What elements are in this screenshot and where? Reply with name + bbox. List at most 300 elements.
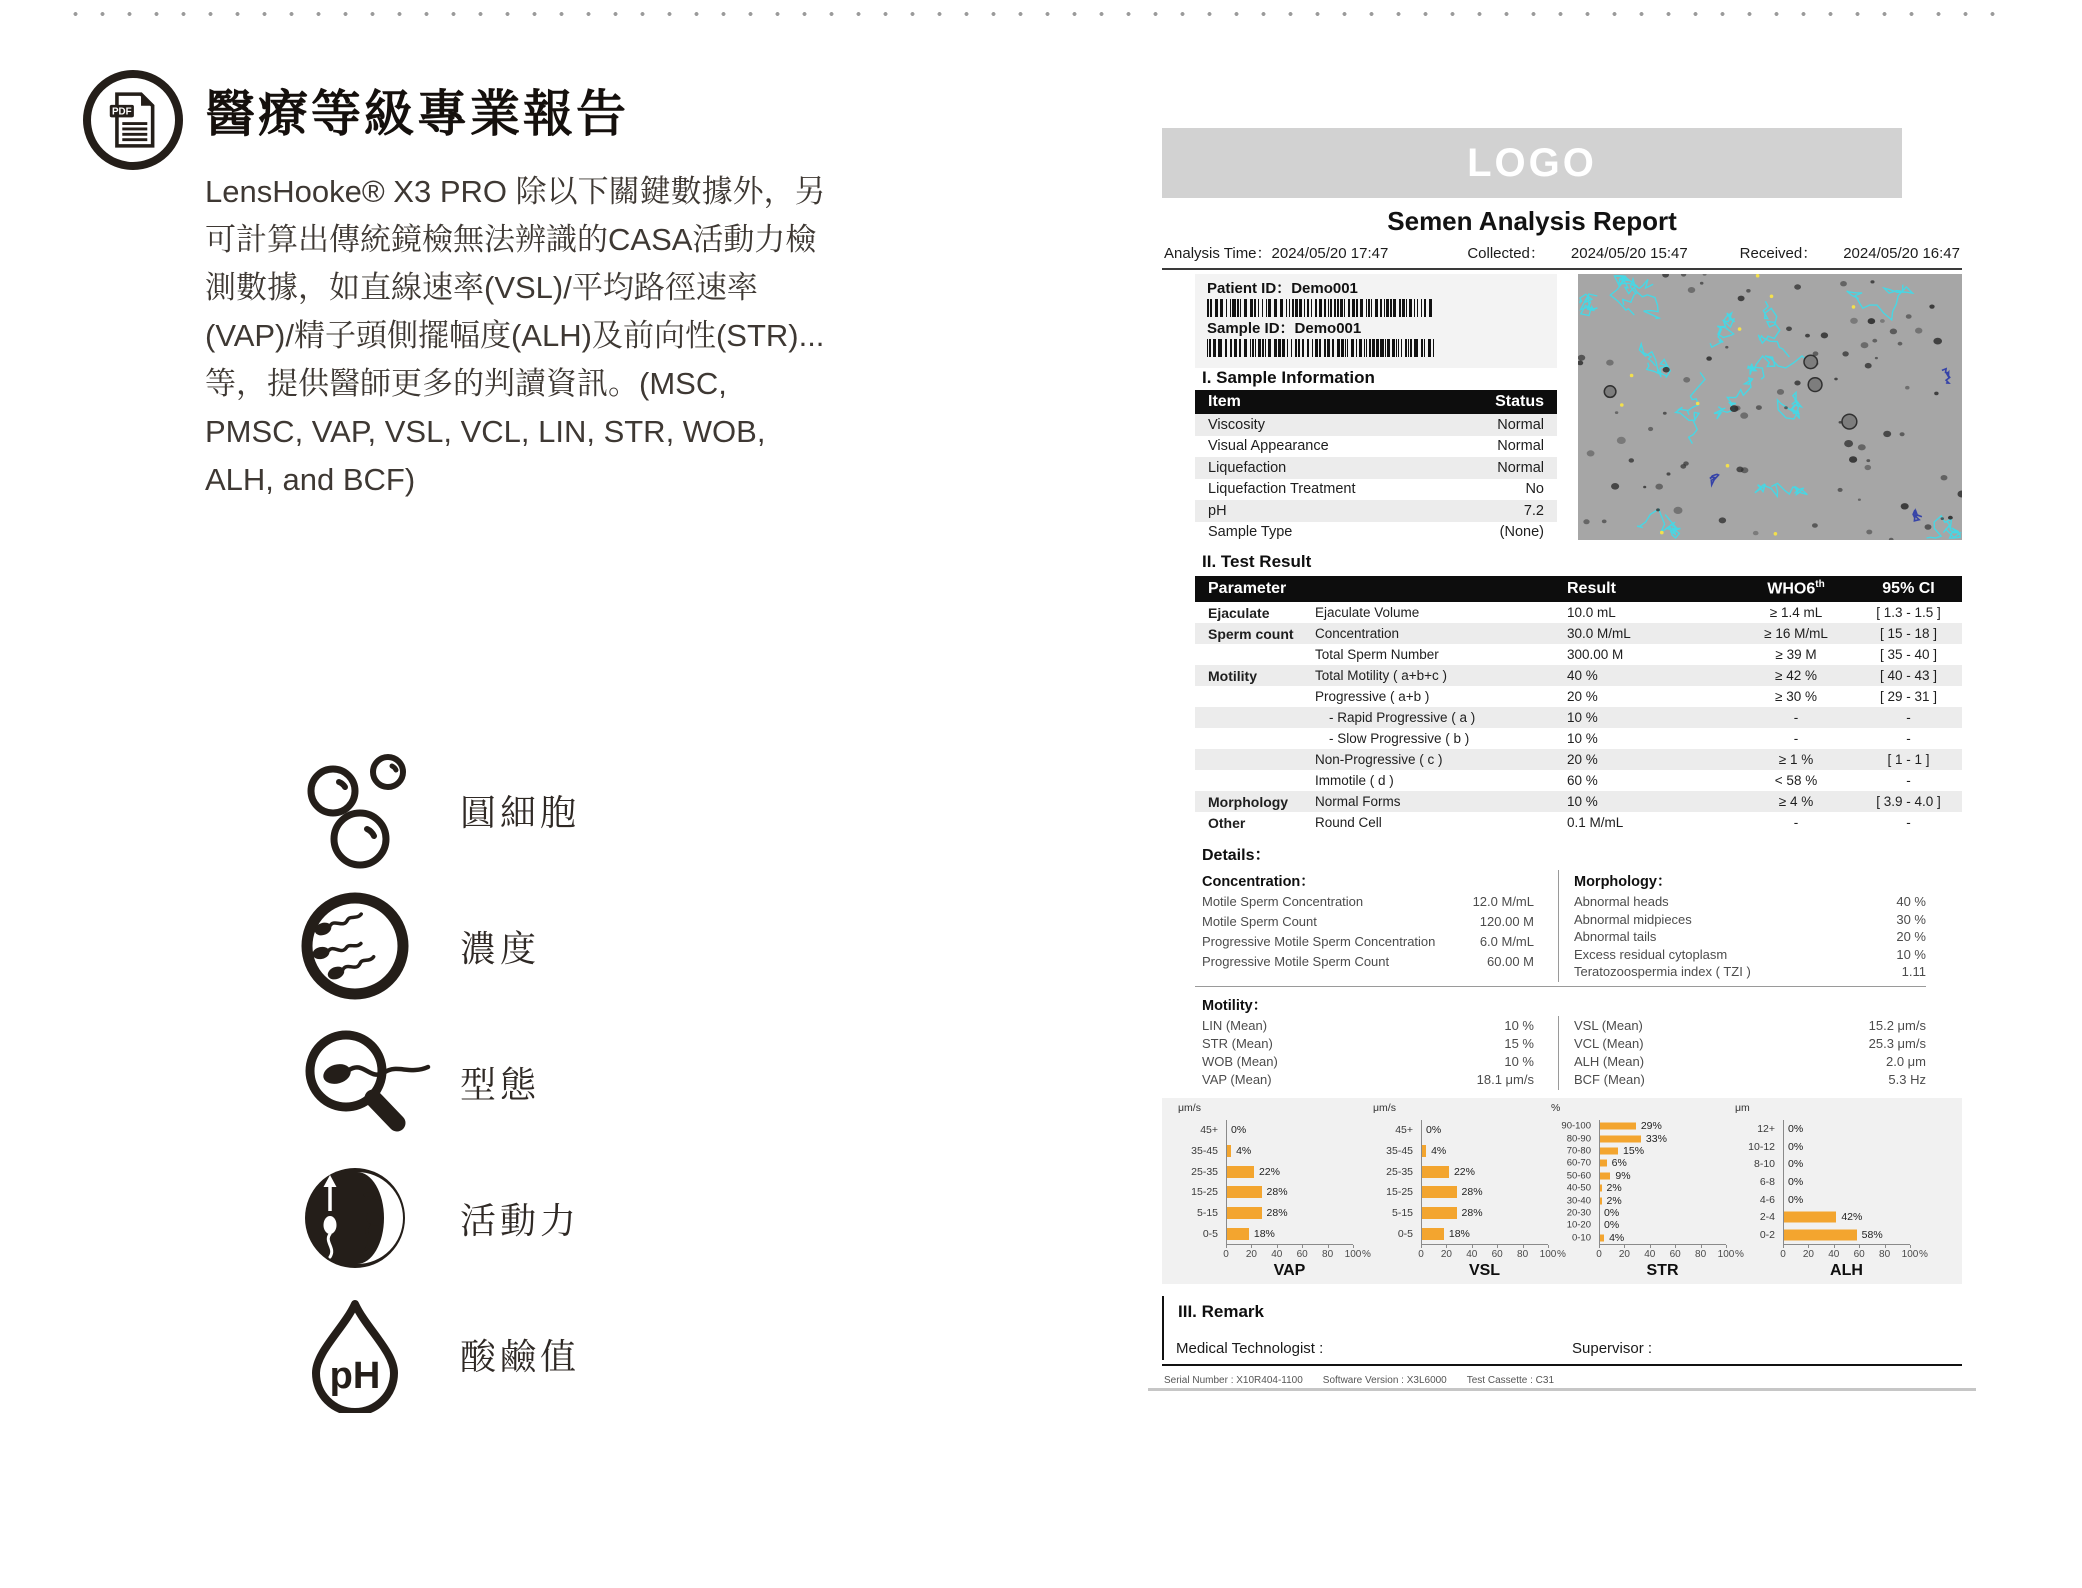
chart-category-label: 25-35	[1191, 1165, 1218, 1178]
chart-category-label: 15-25	[1386, 1186, 1413, 1199]
chart-category-label: 12+	[1757, 1122, 1775, 1135]
chart-bar-value: 28%	[1461, 1206, 1483, 1219]
motility-heading: Motility：	[1202, 998, 1268, 1014]
who-reference: -	[1793, 815, 1799, 830]
details-column-divider	[1558, 870, 1559, 982]
chart-bar	[1421, 1228, 1444, 1240]
chart-unit-label: μm/s	[1178, 1102, 1201, 1114]
chart-bar-row	[1545, 1207, 1745, 1219]
detail-value: 20 %	[1896, 929, 1926, 944]
parameter-name: Total Motility ( a+b+c )	[1315, 668, 1448, 683]
motility-label: WOB (Mean)	[1202, 1054, 1278, 1069]
page-edge-line	[1148, 1388, 1976, 1391]
detail-row	[1574, 1018, 1926, 1036]
semen-analysis-report	[1162, 128, 1962, 1398]
chart-x-tick-label: 100	[1539, 1249, 1557, 1260]
chart-x-tick-label: 80	[1695, 1249, 1707, 1260]
pdf-report-icon	[83, 70, 183, 170]
confidence-interval: -	[1906, 731, 1911, 746]
chart-unit-label: μm	[1735, 1102, 1750, 1114]
who-reference: -	[1793, 731, 1799, 746]
chart-y-axis	[1599, 1120, 1600, 1244]
confidence-interval: [ 3.9 - 4.0 ]	[1876, 794, 1941, 809]
chart-vsl	[1367, 1098, 1567, 1284]
chart-bar-value: 2%	[1606, 1194, 1622, 1207]
sample-item-name: Viscosity	[1208, 416, 1265, 433]
chart-bar-value: 0%	[1604, 1219, 1620, 1232]
parameter-name: Progressive ( a+b )	[1315, 689, 1430, 704]
confidence-interval: -	[1906, 710, 1911, 725]
chart-bar-value: 0%	[1788, 1158, 1804, 1171]
chart-bar-value: 58%	[1861, 1229, 1883, 1242]
patient-id-box	[1195, 274, 1557, 368]
round-cell-icon	[296, 751, 414, 869]
feature-item	[296, 1286, 580, 1422]
morphology-heading: Morphology：	[1574, 874, 1672, 890]
result-value: 10 %	[1567, 710, 1598, 725]
chart-x-tick	[1701, 1245, 1702, 1248]
chart-y-axis	[1421, 1120, 1422, 1244]
sample-table-header: Item Status	[1195, 390, 1557, 414]
motility-label: BCF (Mean)	[1574, 1072, 1645, 1087]
detail-row	[1574, 964, 1926, 982]
parameter-group: Other	[1208, 814, 1246, 831]
chart-vap	[1172, 1098, 1372, 1284]
test-result-row	[1195, 665, 1962, 686]
motility-label: VCL (Mean)	[1574, 1036, 1644, 1051]
motility-details-left	[1202, 1018, 1534, 1090]
chart-bar-row	[1367, 1182, 1567, 1203]
chart-x-tick-label: 20	[1440, 1249, 1452, 1260]
sample-item-status: Normal	[1497, 416, 1544, 433]
chart-x-tick	[1277, 1245, 1278, 1248]
sample-item-status: Normal	[1497, 438, 1544, 455]
chart-bar-row	[1545, 1194, 1745, 1206]
chart-category-label: 6-8	[1759, 1175, 1775, 1188]
chart-x-tick	[1834, 1245, 1835, 1248]
chart-bar-row	[1545, 1120, 1745, 1132]
detail-label: Motile Sperm Count	[1202, 914, 1317, 929]
chart-x-tick	[1472, 1245, 1473, 1248]
chart-x-tick	[1251, 1245, 1252, 1248]
detail-label: Excess residual cytoplasm	[1574, 946, 1728, 962]
chart-bar	[1599, 1160, 1607, 1167]
chart-bar-row	[1367, 1141, 1567, 1162]
chart-x-tick	[1328, 1245, 1329, 1248]
chart-category-label: 40-50	[1566, 1182, 1591, 1194]
detail-row	[1202, 1018, 1534, 1036]
chart-x-axis	[1783, 1244, 1910, 1245]
chart-x-tick	[1885, 1245, 1886, 1248]
chart-x-tick-label: 40	[1828, 1249, 1840, 1260]
sample-item-name: Sample Type	[1208, 524, 1293, 541]
detail-value: 10 %	[1896, 946, 1926, 962]
chart-bar-row	[1545, 1182, 1745, 1194]
chart-alh	[1729, 1098, 1929, 1284]
parameter-name: Non-Progressive ( c )	[1315, 752, 1443, 767]
sample-item-status: (None)	[1499, 524, 1544, 541]
chart-unit-label: μm/s	[1373, 1102, 1396, 1114]
chart-bar	[1421, 1166, 1449, 1178]
feature-label: 圓細胞	[460, 791, 581, 833]
chart-category-label: 35-45	[1386, 1144, 1413, 1157]
feature-label: 型態	[460, 1063, 541, 1105]
chart-bar-value: 22%	[1258, 1165, 1280, 1178]
chart-x-unit: %	[1362, 1249, 1371, 1260]
chart-bar-row	[1172, 1203, 1372, 1224]
pdf-document-icon	[108, 91, 158, 149]
detail-label: Abnormal tails	[1574, 929, 1657, 944]
chart-category-label: 0-2	[1759, 1229, 1775, 1242]
chart-bar-row	[1367, 1120, 1567, 1141]
confidence-interval: -	[1906, 815, 1911, 830]
chart-x-tick	[1675, 1245, 1676, 1248]
distribution-charts-panel	[1162, 1098, 1962, 1284]
detail-label: Abnormal midpieces	[1574, 911, 1692, 927]
chart-category-label: 10-12	[1748, 1140, 1775, 1153]
detail-row	[1202, 894, 1534, 914]
motility-value: 5.3 Hz	[1888, 1072, 1926, 1087]
detail-row	[1574, 1054, 1926, 1072]
chart-bar-value: 18%	[1448, 1227, 1470, 1240]
chart-bar-value: 0%	[1788, 1122, 1804, 1135]
test-table-header: Parameter Result WHO6th 95% CI	[1195, 576, 1962, 602]
sample-item-name: Visual Appearance	[1208, 438, 1329, 455]
detail-row	[1574, 1072, 1926, 1090]
medical-technologist-label: Medical Technologist :	[1176, 1340, 1324, 1357]
sample-item-name: Liquefaction Treatment	[1208, 481, 1356, 498]
chart-bar-row	[1367, 1223, 1567, 1244]
detail-label: Motile Sperm Concentration	[1202, 894, 1364, 909]
chart-x-tick-label: 100	[1717, 1249, 1735, 1260]
chart-x-tick-label: 40	[1466, 1249, 1478, 1260]
chart-bar-row	[1545, 1232, 1745, 1244]
patient-id: Patient ID：Demo001	[1207, 280, 1358, 297]
parameter-group: Sperm count	[1208, 625, 1294, 642]
motility-value: 10 %	[1504, 1018, 1534, 1033]
motility-column-divider	[1558, 1016, 1559, 1090]
test-result-row	[1195, 728, 1962, 749]
parameter-name: Ejaculate Volume	[1315, 605, 1420, 620]
chart-x-tick-label: 0	[1780, 1249, 1786, 1260]
sample-information-table	[1195, 390, 1557, 543]
chart-bar	[1599, 1123, 1636, 1130]
who-reference: ≥ 39 M	[1775, 647, 1817, 662]
chart-x-tick-label: 20	[1802, 1249, 1814, 1260]
microscope-image	[1578, 274, 1962, 540]
parameter-group: Motility	[1208, 667, 1257, 684]
chart-category-label: 15-25	[1191, 1186, 1218, 1199]
chart-x-axis	[1226, 1244, 1353, 1245]
test-result-row	[1195, 812, 1962, 833]
chart-x-tick-label: 100	[1344, 1249, 1362, 1260]
detail-value: 120.00 M	[1479, 914, 1534, 929]
chart-x-axis	[1421, 1244, 1548, 1245]
remark-heading: III. Remark	[1178, 1302, 1264, 1321]
feature-label: 濃度	[460, 927, 541, 969]
chart-bar-value: 29%	[1640, 1120, 1662, 1133]
report-title: Semen Analysis Report	[1387, 206, 1677, 236]
supervisor-label: Supervisor :	[1572, 1340, 1653, 1357]
result-value: 20 %	[1567, 752, 1598, 767]
chart-category-label: 5-15	[1391, 1206, 1413, 1219]
detail-value: 6.0 M/mL	[1479, 934, 1534, 949]
chart-x-tick	[1859, 1245, 1860, 1248]
motility-value: 2.0 μm	[1885, 1054, 1926, 1069]
sample-table-row	[1195, 500, 1557, 522]
chart-x-tick	[1302, 1245, 1303, 1248]
detail-row	[1574, 929, 1926, 947]
chart-bars	[1545, 1120, 1745, 1244]
svg-text:pH: pH	[329, 1355, 381, 1397]
chart-bar	[1599, 1135, 1641, 1142]
detail-row	[1202, 1072, 1534, 1090]
chart-title: STR	[1646, 1262, 1679, 1279]
result-value: 10 %	[1567, 794, 1598, 809]
chart-bar-value: 28%	[1266, 1186, 1288, 1199]
chart-x-tick-label: 80	[1517, 1249, 1529, 1260]
motility-value: 15 %	[1504, 1036, 1534, 1051]
confidence-interval: [ 29 - 31 ]	[1879, 689, 1938, 704]
chart-bar-row	[1545, 1157, 1745, 1169]
chart-x-tick-label: 60	[1853, 1249, 1865, 1260]
chart-x-tick	[1353, 1245, 1354, 1248]
parameter-name: - Rapid Progressive ( a )	[1329, 710, 1476, 725]
parameter-group: Morphology	[1208, 793, 1289, 810]
motility-value: 18.1 μm/s	[1476, 1072, 1534, 1087]
detail-row	[1202, 1036, 1534, 1054]
chart-x-tick-label: 40	[1271, 1249, 1283, 1260]
chart-x-unit: %	[1919, 1249, 1928, 1260]
result-value: 0.1 M/mL	[1567, 815, 1624, 830]
chart-category-label: 60-70	[1566, 1157, 1591, 1169]
chart-bar	[1226, 1207, 1262, 1219]
sample-item-status: Normal	[1497, 459, 1544, 476]
motility-label: LIN (Mean)	[1202, 1018, 1268, 1033]
details-bottom-divider	[1195, 986, 1926, 987]
chart-bar-row	[1172, 1182, 1372, 1203]
chart-x-tick-label: 20	[1618, 1249, 1630, 1260]
result-value: 40 %	[1567, 668, 1598, 683]
chart-category-label: 25-35	[1386, 1165, 1413, 1178]
page-title: 醫療等級專業報告	[205, 86, 629, 142]
test-result-row	[1195, 770, 1962, 791]
detail-value: 60.00 M	[1487, 954, 1534, 969]
chart-y-axis	[1783, 1120, 1784, 1244]
confidence-interval: [ 1 - 1 ]	[1887, 752, 1930, 767]
chart-bar-value: 0%	[1604, 1206, 1620, 1219]
parameter-name: Normal Forms	[1315, 794, 1401, 809]
chart-category-label: 45+	[1395, 1124, 1413, 1137]
detail-row	[1202, 954, 1534, 974]
feature-label: 酸鹼值	[460, 1335, 581, 1377]
test-result-row	[1195, 602, 1962, 623]
chart-x-tick	[1226, 1245, 1227, 1248]
detail-row	[1574, 894, 1926, 912]
chart-unit-label: %	[1551, 1102, 1561, 1114]
detail-row	[1202, 934, 1534, 954]
chart-bar-row	[1172, 1120, 1372, 1141]
chart-bar-value: 2%	[1606, 1182, 1622, 1195]
chart-category-label: 20-30	[1566, 1207, 1591, 1219]
test-result-row	[1195, 707, 1962, 728]
chart-bar-value: 0%	[1231, 1124, 1247, 1137]
chart-category-label: 45+	[1200, 1124, 1218, 1137]
test-result-row	[1195, 644, 1962, 665]
chart-bar	[1421, 1207, 1457, 1219]
report-footer: Serial Number : X10R404-1100 Software Version : X3L6000 Test Cassette : C31	[1164, 1375, 1555, 1386]
chart-bar-row	[1545, 1132, 1745, 1144]
signature-divider	[1162, 1364, 1962, 1366]
chart-x-tick	[1599, 1245, 1600, 1248]
chart-x-tick	[1624, 1245, 1625, 1248]
result-value: 20 %	[1567, 689, 1598, 704]
chart-bar-row	[1172, 1141, 1372, 1162]
chart-category-label: 90-100	[1561, 1120, 1591, 1132]
chart-bar-row	[1172, 1161, 1372, 1182]
who-reference: < 58 %	[1774, 773, 1818, 788]
chart-x-tick-label: 60	[1669, 1249, 1681, 1260]
who-reference: ≥ 1 %	[1778, 752, 1814, 767]
chart-bar-row	[1729, 1138, 1929, 1156]
chart-bar-value: 42%	[1841, 1211, 1863, 1224]
detail-row	[1202, 1054, 1534, 1072]
detail-row	[1574, 1036, 1926, 1054]
who-reference: ≥ 1.4 mL	[1769, 605, 1823, 620]
parameter-name: Total Sperm Number	[1315, 647, 1439, 662]
chart-x-tick	[1726, 1245, 1727, 1248]
confidence-interval: [ 1.3 - 1.5 ]	[1876, 605, 1941, 620]
chart-bar-value: 0%	[1426, 1124, 1442, 1137]
chart-bars	[1729, 1120, 1929, 1244]
chart-bar-row	[1367, 1161, 1567, 1182]
dotted-divider	[62, 10, 2014, 18]
patient-barcode	[1207, 299, 1545, 317]
chart-category-label: 0-5	[1397, 1227, 1413, 1240]
analysis-time: Analysis Time：2024/05/20 17:47	[1164, 245, 1389, 262]
detail-value: 12.0 M/mL	[1472, 894, 1534, 909]
detail-label: Abnormal heads	[1574, 894, 1669, 909]
result-value: 30.0 M/mL	[1567, 626, 1631, 641]
who-reference: ≥ 30 %	[1775, 689, 1817, 704]
chart-bar	[1226, 1186, 1262, 1198]
intro-paragraph: LensHooke® X3 PRO 除以下關鍵數據外，另可計算出傳統鏡檢無法辨識的CASA活動力檢測數據，如直線速率(VSL)/平均路徑速率(VAP)/精子頭側擺幅度(ALH)及前向性(STR)...等，提供醫師更多的判讀資訊。(MSC, PMSC, VAP, VSL, VCL, LIN, STR, WOB, ALH, and BCF)	[205, 174, 826, 497]
chart-x-tick	[1523, 1245, 1524, 1248]
result-value: 10.0 mL	[1567, 605, 1616, 620]
motility-label: STR (Mean)	[1202, 1036, 1273, 1051]
collected-time: Collected： 2024/05/20 15:47	[1467, 245, 1688, 262]
detail-label: Teratozoospermia index ( TZI )	[1574, 964, 1751, 979]
chart-bar-row	[1545, 1145, 1745, 1157]
chart-x-tick-label: 60	[1491, 1249, 1503, 1260]
chart-x-tick-label: 20	[1245, 1249, 1257, 1260]
chart-title: VAP	[1273, 1262, 1306, 1279]
ph-icon	[296, 1295, 414, 1413]
report-meta-row	[1164, 242, 1960, 263]
chart-bar-row	[1729, 1120, 1929, 1138]
motility-value: 10 %	[1504, 1054, 1534, 1069]
motility-label: VSL (Mean)	[1574, 1018, 1643, 1033]
parameter-group: Ejaculate	[1208, 604, 1270, 621]
concentration-icon	[296, 887, 414, 1005]
chart-x-tick	[1446, 1245, 1447, 1248]
concentration-heading: Concentration：	[1202, 874, 1315, 890]
chart-bar-row	[1729, 1173, 1929, 1191]
chart-x-tick	[1808, 1245, 1809, 1248]
confidence-interval: [ 15 - 18 ]	[1879, 626, 1938, 641]
chart-x-axis	[1599, 1244, 1726, 1245]
received-time: Received： 2024/05/20 16:47	[1739, 245, 1960, 262]
detail-row	[1574, 947, 1926, 965]
morphology-details	[1574, 894, 1926, 982]
chart-x-tick	[1910, 1245, 1911, 1248]
chart-y-axis	[1226, 1120, 1227, 1244]
sample-table-row	[1195, 414, 1557, 436]
chart-category-label: 35-45	[1191, 1144, 1218, 1157]
who-reference: ≥ 16 M/mL	[1764, 626, 1828, 641]
test-result-row	[1195, 791, 1962, 812]
chart-category-label: 50-60	[1566, 1170, 1591, 1182]
chart-x-tick	[1783, 1245, 1784, 1248]
chart-bar-value: 15%	[1623, 1144, 1645, 1157]
result-value: 60 %	[1567, 773, 1598, 788]
chart-bar	[1421, 1186, 1457, 1198]
sample-id: Sample ID：Demo001	[1207, 320, 1362, 337]
chart-category-label: 30-40	[1566, 1195, 1591, 1207]
who-reference: ≥ 4 %	[1778, 794, 1814, 809]
motility-value: 15.2 μm/s	[1868, 1018, 1926, 1033]
feature-item	[296, 878, 580, 1014]
chart-x-tick-label: 0	[1223, 1249, 1229, 1260]
meta-divider	[1162, 268, 1962, 270]
chart-x-tick	[1650, 1245, 1651, 1248]
test-result-row	[1195, 686, 1962, 707]
chart-bar-row	[1367, 1203, 1567, 1224]
detail-label: Progressive Motile Sperm Concentration	[1202, 934, 1436, 949]
chart-bar-value: 4%	[1431, 1144, 1447, 1157]
sample-item-status: 7.2	[1523, 502, 1544, 519]
sample-information-heading: I. Sample Information	[1202, 368, 1375, 387]
feature-list	[296, 742, 580, 1422]
morphology-icon	[296, 1023, 414, 1141]
chart-x-tick-label: 60	[1296, 1249, 1308, 1260]
chart-x-tick-label: 80	[1322, 1249, 1334, 1260]
chart-x-unit: %	[1557, 1249, 1566, 1260]
parameter-name: Concentration	[1315, 626, 1400, 641]
logo-banner	[1162, 128, 1902, 198]
chart-title: VSL	[1468, 1262, 1501, 1279]
parameter-name: - Slow Progressive ( b )	[1329, 731, 1470, 746]
motility-icon	[296, 1159, 414, 1277]
chart-bar	[1226, 1166, 1254, 1178]
feature-item	[296, 1014, 580, 1150]
chart-x-tick	[1421, 1245, 1422, 1248]
feature-label: 活動力	[460, 1199, 581, 1241]
chart-str	[1545, 1098, 1745, 1284]
chart-bar	[1783, 1212, 1836, 1223]
chart-bar-row	[1172, 1223, 1372, 1244]
chart-x-tick-label: 0	[1596, 1249, 1602, 1260]
chart-x-tick-label: 100	[1901, 1249, 1919, 1260]
chart-bar-value: 18%	[1253, 1227, 1275, 1240]
chart-category-label: 2-4	[1759, 1211, 1775, 1224]
test-result-row	[1195, 623, 1962, 644]
confidence-interval: [ 40 - 43 ]	[1879, 668, 1938, 683]
detail-row	[1574, 912, 1926, 930]
chart-bar-value: 0%	[1788, 1140, 1804, 1153]
confidence-interval: [ 35 - 40 ]	[1879, 647, 1938, 662]
logo-text: LOGO	[1467, 140, 1597, 185]
